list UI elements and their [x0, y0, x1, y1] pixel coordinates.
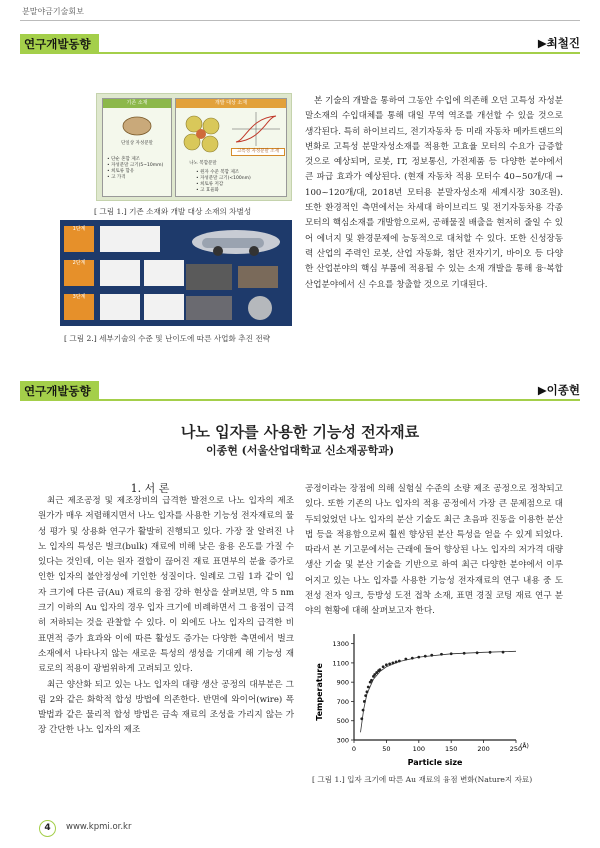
- figure2-diagram: [60, 220, 292, 326]
- nanocomposite-particle-icon: [180, 112, 226, 160]
- right-paragraph-1: 공정이라는 장점에 의해 실험실 수준의 소량 제조 공정으로 정착되고 있다. 또한 기존의 나노 입자의 적용 공정에서 가장 큰 문제점으로 대두되었었던 나노 입자의 분산 기술도 최근 초음파 진동을 이용한 분산법 등을 적용함으로써 훨씬 향상된 분산 특성을 얻을 수 있게 되었다. 따라서 본 기고문에서는 근래에 들어 향상된 나노 입자의 저가격 대량생산 기술 및 분산 기술을 기반으로 하여 최근 다양한 분야에서 이루어지고 있는 나노 입자를 사용한 기능성 전자재료의 연구 내용 중 도전성 전자 잉크, 등방성 도전 접착 소재, 표면 경질 코팅 재료 연구 분야의 현황에 대해 살펴보고자 한다.: [305, 484, 563, 617]
- section2-bar: [20, 381, 580, 401]
- section1-author: ▶최철진: [537, 36, 580, 50]
- chart-point-27: [476, 651, 479, 654]
- section1-body: 본 기술의 개발을 통하여 그동안 수입에 의존해 오던 고특성 자성분말소재의 수입대체를 통해 대일 무역 역조를 개선할 수 있을 것으로 생각된다. 특히 하이브리드, 전기자동차 등 미래 자동차 메카트랜드의 변화로 고특성 분말자성소재를 적용한 고효율 모터의 수요가 급증할 것으로 예상되며, 로봇, IT, 정보통신, 가전제품 등 다양한 분야에서 큰 파급 효과가 예상된다. (현재 자동차 적용 모터수 40~50개/대 → 100~120개/대, 2018년 모터용 분말자성소재 세계시장 30조원). 또한 환경적인 측면에서는 차세대 하이브리드 및 전기자동차용 각종 모터의 핵심소재를 개발함으로써, 공해물질 배출을 현저히 줄일 수 있어 에너지 및 환경문제에 능동적으로 대처할 수 있다. 또한 신성장동력 산업의 주력인 로봇, 산업 자동화, 첨단 전자기기, 바이오 등 다양한 산업분야의 핵심 부품에 적용될 수 있는 소재 개발을 통해 융·복합 산업분야에서 신 수요를 창출할 것으로 기대된다.: [305, 96, 563, 290]
- chart-point-4: [366, 690, 369, 693]
- header-rule: [20, 20, 580, 21]
- right-column: [305, 482, 563, 620]
- chart-point-23: [430, 654, 433, 657]
- x-tick-label-3: 150: [444, 745, 458, 753]
- product-photos-icon: [168, 224, 288, 324]
- y-tick-label-4: 1100: [332, 659, 349, 668]
- chart-caption: [ 그림 1.] 입자 크기에 따른 Au 재료의 융점 변화(Nature지 자료): [312, 775, 533, 784]
- chart-point-1: [362, 709, 365, 712]
- x-tick-label-4: 200: [477, 745, 490, 753]
- y-tick-label-2: 700: [336, 697, 349, 706]
- figure1-right-head: 개발 대상 소재: [176, 99, 286, 108]
- chart-x-ticks: [352, 740, 522, 753]
- figure1-right-panel: [175, 98, 287, 197]
- chart-point-16: [391, 662, 394, 665]
- section1-label: 연구개발동향: [20, 34, 99, 54]
- figure2-box-a: [100, 226, 160, 252]
- y-tick-label-1: 500: [336, 717, 349, 726]
- chart-point-3: [364, 694, 367, 697]
- hysteresis-loop-icon: [232, 112, 280, 146]
- left-paragraph-1: 최근 제조공정 및 제조장비의 급격한 발전으로 나노 입자의 제조 원가가 매우 저렴해지면서 나노 입자를 사용한 기능성 전자재료의 물성 평가 및 상용화 연구가 활발히 진행되고 있다. 가장 잘 알려진 나노 입자의 특성은 벌크(bulk) 재료에 비해 낮은 융용 온도를 가질 수 있다는 것인데, 이는 원자 결합이 끊어진 재료 표면부의 분율 증가로 인한 입자의 불안정성에 기인한 성질이다. 일례로 그림 1과 같이 입자 크기에 다른 금(Au) 재료의 융점 강하 현상을 살펴보면, 약 5 nm 크기 이하의 Au 입자의 경우 입자 크기에 비례하면서 그 융점이 급격히 저하되는 것을 관찰할 수 있다. 이 외에도 나노 입자의 급격한 비표면적 증가 효과와 이에 따른 활성도 증가는 다양한 측면에서 벌크 소재에서 나타나지 않는 새로운 특성의 생성을 기대케 해 기능성 재료로의 적용이 광범위하게 고려되고 있다.: [38, 496, 294, 675]
- chart-point-22: [424, 655, 427, 658]
- figure1-right-box: 고특성 자성분말 소재: [231, 148, 285, 156]
- chart-y-ticks: [332, 640, 354, 744]
- x-tick-label-5: 250: [509, 745, 523, 753]
- section2-label: 연구개발동향: [20, 381, 99, 401]
- figure1-caption: [ 그림 1.] 기존 소재와 개발 대상 소재의 차별성: [94, 207, 252, 216]
- chart-point-12: [379, 668, 382, 671]
- chart-x-label: Particle size: [407, 758, 463, 767]
- left-paragraph-2: 최근 양산화 되고 있는 나노 입자의 대량 생산 공정의 대부분은 그림 2와 같은 화학적 합성 방법에 의존한다. 반면에 와이어(wire) 폭발법과 같은 물리적 합성 방법은 금속 재료의 조성을 가리지 않는 가장 간단한 나노 입자의 제조: [38, 679, 294, 736]
- chart-point-19: [404, 658, 407, 661]
- chart-point-25: [450, 652, 453, 655]
- figure1-diagram: [96, 93, 292, 201]
- chart-point-5: [367, 686, 370, 689]
- chart-point-17: [395, 661, 398, 664]
- chart-point-13: [382, 665, 385, 668]
- section2-author: ▶이종현: [537, 383, 580, 397]
- page-number: 4: [39, 820, 56, 837]
- chart-point-29: [502, 651, 505, 654]
- article-byline: 이종현 (서울산업대학교 신소재공학과): [205, 444, 395, 457]
- chart-point-21: [417, 656, 420, 659]
- chart-point-15: [388, 662, 391, 665]
- section1-bar: [20, 34, 580, 54]
- figure2-row2-label: 2단계: [64, 260, 94, 286]
- section-heading: 1. 서 론: [130, 482, 170, 495]
- chart-point-2: [363, 700, 366, 703]
- chart-trend-curve: [361, 651, 517, 732]
- chart-point-0: [360, 717, 363, 720]
- left-column: [38, 494, 294, 739]
- y-tick-label-3: 900: [336, 678, 349, 687]
- chart-point-28: [489, 651, 492, 654]
- figure2-box-d: [100, 294, 140, 320]
- chart-point-26: [463, 652, 466, 655]
- figure1-left-notes: • 단순 혼합 제조 • 자성분말 크기(5~10mm) • 희토류 함유 • 고 가격: [107, 157, 164, 180]
- chart-point-18: [398, 660, 401, 663]
- single-phase-particle-icon: [121, 115, 153, 137]
- y-tick-label-0: 300: [336, 736, 349, 745]
- chart-point-14: [385, 663, 388, 666]
- x-tick-label-0: 0: [351, 745, 357, 753]
- chart-x-unit: (Å): [520, 743, 529, 750]
- figure1-left-label: 단일상 자성분말: [121, 141, 153, 146]
- chart-y-label: Temperature: [315, 663, 324, 721]
- footer-url[interactable]: www.kpmi.or.kr: [66, 822, 132, 832]
- figure1-left-panel: [102, 98, 172, 197]
- chart-points: [360, 651, 504, 720]
- chart-point-7: [370, 679, 373, 682]
- chart-point-24: [440, 653, 443, 656]
- figure2-box-b: [100, 260, 140, 286]
- y-tick-label-5: 1300: [332, 640, 349, 649]
- melting-point-chart: [310, 622, 540, 770]
- x-tick-label-1: 50: [382, 745, 391, 753]
- figure2-caption: [ 그림 2.] 세부기술의 수준 및 난이도에 따른 사업화 추진 전략: [64, 334, 271, 343]
- figure2-row3-label: 3단계: [64, 294, 94, 320]
- figure1-right-notes: • 원자 수준 복합 제조 • 자성분말 크기(<100nm) • 희토류 저감 • 고 효율화: [196, 170, 251, 193]
- figure1-left-head: 기존 소재: [103, 99, 171, 108]
- x-tick-label-2: 100: [412, 745, 426, 753]
- journal-header: 분말야금기술회보: [22, 7, 84, 16]
- figure1-right-label: 나노 복합분말: [189, 161, 217, 166]
- article-title: 나노 입자를 사용한 기능성 전자재료: [180, 423, 420, 441]
- figure2-row1-label: 1단계: [64, 226, 94, 252]
- chart-point-20: [411, 657, 414, 660]
